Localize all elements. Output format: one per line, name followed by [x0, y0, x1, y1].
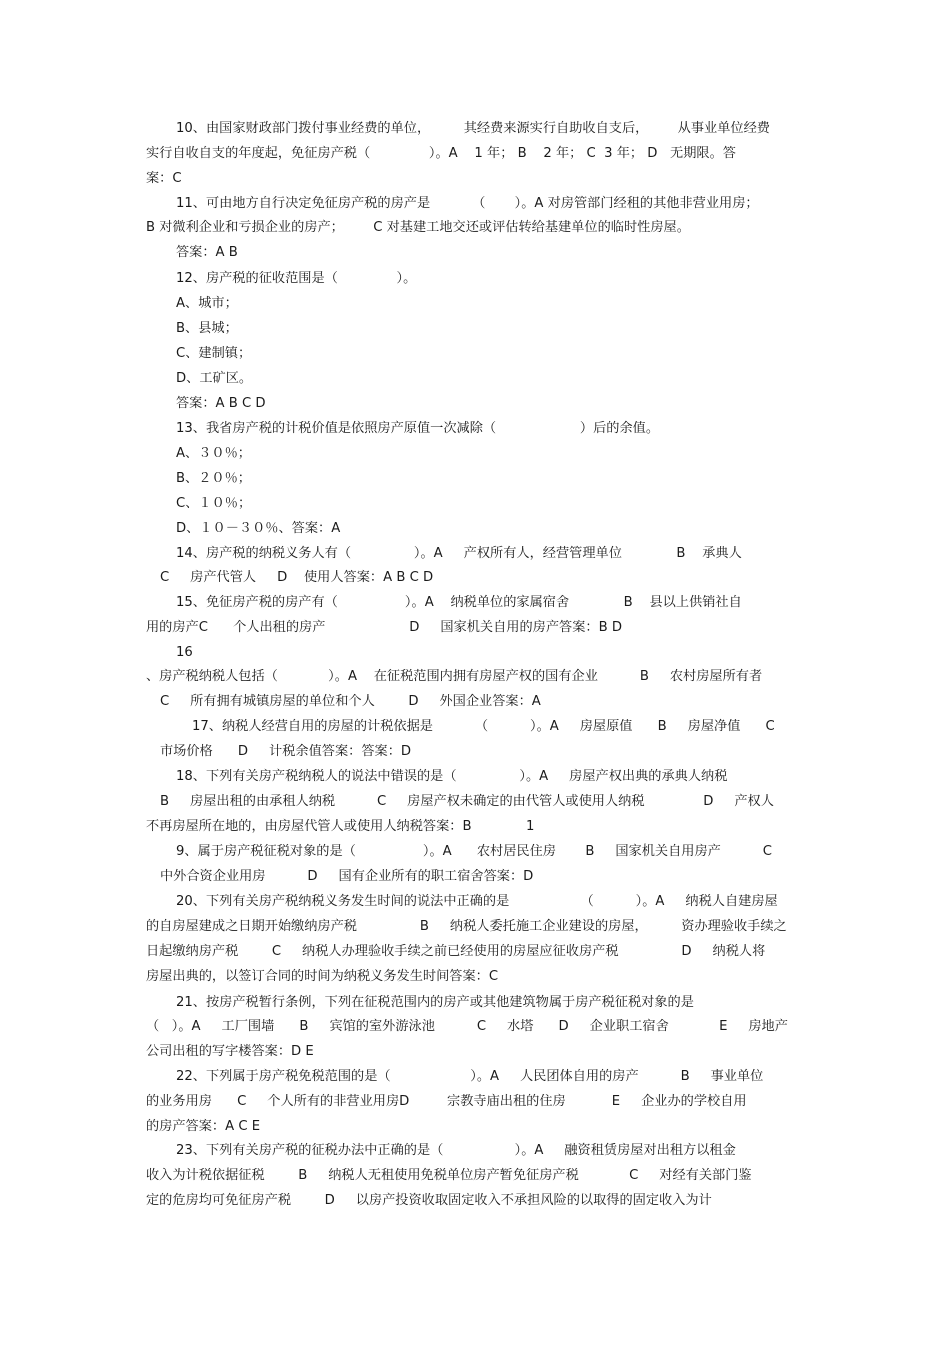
- text-line: 市场价格 D 计税余值答案：答案：D: [160, 744, 412, 759]
- text-line: 日起缴纳房产税 C 纳税人办理验收手续之前已经使用的房屋应征收房产税 D 纳税人将: [146, 944, 766, 959]
- text-line: 17、纳税人经营自用的房屋的计税依据是 （ ）。A 房屋原值 B 房屋净值 C: [192, 719, 775, 734]
- text-line: B 对微利企业和亏损企业的房产； C 对基建工地交还或评估转给基建单位的临时性房屋。: [146, 220, 690, 235]
- text-line: 的自房屋建成之日期开始缴纳房产税 B 纳税人委托施工企业建设的房屋， 资办理验收手续之: [146, 919, 787, 934]
- text-line: 用的房产C 个人出租的房产 D 国家机关自用的房产答案：B D: [146, 620, 623, 635]
- text-line: 23、下列有关房产税的征税办法中正确的是（ ）。A 融资租赁房屋对出租方以租金: [176, 1143, 736, 1158]
- text-line: 实行自收自支的年度起，免征房产税（ ）。A 1 年； B 2 年； C 3 年； D 无期限。答: [146, 146, 736, 161]
- text-line: B、县城；: [176, 321, 238, 336]
- text-line: B、２０％；: [176, 471, 251, 486]
- text-line: 的房产答案：A C E: [146, 1119, 261, 1134]
- text-line: 14、房产税的纳税义务人有（ ）。A 产权所有人，经营管理单位 B 承典人: [176, 546, 742, 561]
- text-line: 13、我省房产税的计税价值是依照房产原值一次减除（ ）后的余值。: [176, 421, 660, 436]
- text-line: 答案：A B: [176, 245, 238, 260]
- text-line: B 房屋出租的由承租人纳税 C 房屋产权未确定的由代管人或使用人纳税 D 产权人: [160, 794, 774, 809]
- text-line: 收入为计税依据征税 B 纳税人无租使用免税单位房产暂免征房产税 C 对经有关部门鉴: [146, 1168, 752, 1183]
- text-line: 、房产税纳税人包括（ ）。A 在征税范围内拥有房屋产权的国有企业 B 农村房屋所有者: [146, 669, 763, 684]
- text-line: A、城市；: [176, 296, 238, 311]
- text-line: C、建制镇；: [176, 346, 252, 361]
- text-line: 中外合资企业用房 D 国有企业所有的职工宿舍答案：D: [160, 869, 534, 884]
- text-line: C 所有拥有城镇房屋的单位和个人 D 外国企业答案：A: [160, 694, 541, 709]
- text-line: 定的危房均可免征房产税 D 以房产投资收取固定收入不承担风险的以取得的固定收入为计: [146, 1193, 712, 1208]
- text-line: D、１０－３０％、答案：A: [176, 521, 341, 536]
- text-line: 答案：A B C D: [176, 396, 266, 411]
- text-line: 15、免征房产税的房产有（ ）。A 纳税单位的家属宿舍 B 县以上供销社自: [176, 595, 742, 610]
- text-line: 16: [176, 645, 193, 660]
- text-line: 18、下列有关房产税纳税人的说法中错误的是（ ）。A 房屋产权出典的承典人纳税: [176, 769, 728, 784]
- text-line: 20、下列有关房产税纳税义务发生时间的说法中正确的是 （ ）。A 纳税人自建房屋: [176, 894, 778, 909]
- text-line: 房屋出典的，以签订合同的时间为纳税义务发生时间答案：C: [146, 969, 499, 984]
- text-line: 的业务用房 C 个人所有的非营业用房D 宗教寺庙出租的住房 E 企业办的学校自用: [146, 1094, 747, 1109]
- text-line: 21、按房产税暂行条例，下列在征税范围内的房产或其他建筑物属于房产税征税对象的是: [176, 995, 694, 1010]
- text-line: A、３０％；: [176, 446, 251, 461]
- text-line: C 房产代管人 D 使用人答案：A B C D: [160, 570, 434, 585]
- text-line: 12、房产税的征收范围是（ ）。: [176, 271, 417, 286]
- text-line: 9、属于房产税征税对象的是（ ）。A 农村居民住房 B 国家机关自用房产 C: [176, 844, 772, 859]
- text-line: （ ）。A 工厂围墙 B 宾馆的室外游泳池 C 水塔 D 企业职工宿舍 E 房地产: [146, 1019, 788, 1034]
- text-line: 11、可由地方自行决定免征房产税的房产是 （ ）。A 对房管部门经租的其他非营业用房；: [176, 196, 759, 211]
- text-line: 公司出租的写字楼答案：D E: [146, 1044, 314, 1059]
- text-line: 22、下列属于房产税免税范围的是（ ）。A 人民团体自用的房产 B 事业单位: [176, 1069, 764, 1084]
- text-line: 不再房屋所在地的，由房屋代管人或使用人纳税答案：B 1: [146, 819, 535, 834]
- text-line: 10、由国家财政部门拨付事业经费的单位， 其经费来源实行自助收自支后， 从事业单位经费: [176, 121, 770, 136]
- text-line: D、工矿区。: [176, 371, 253, 386]
- text-line: 案：C: [146, 171, 182, 186]
- text-line: C、１０％；: [176, 496, 252, 511]
